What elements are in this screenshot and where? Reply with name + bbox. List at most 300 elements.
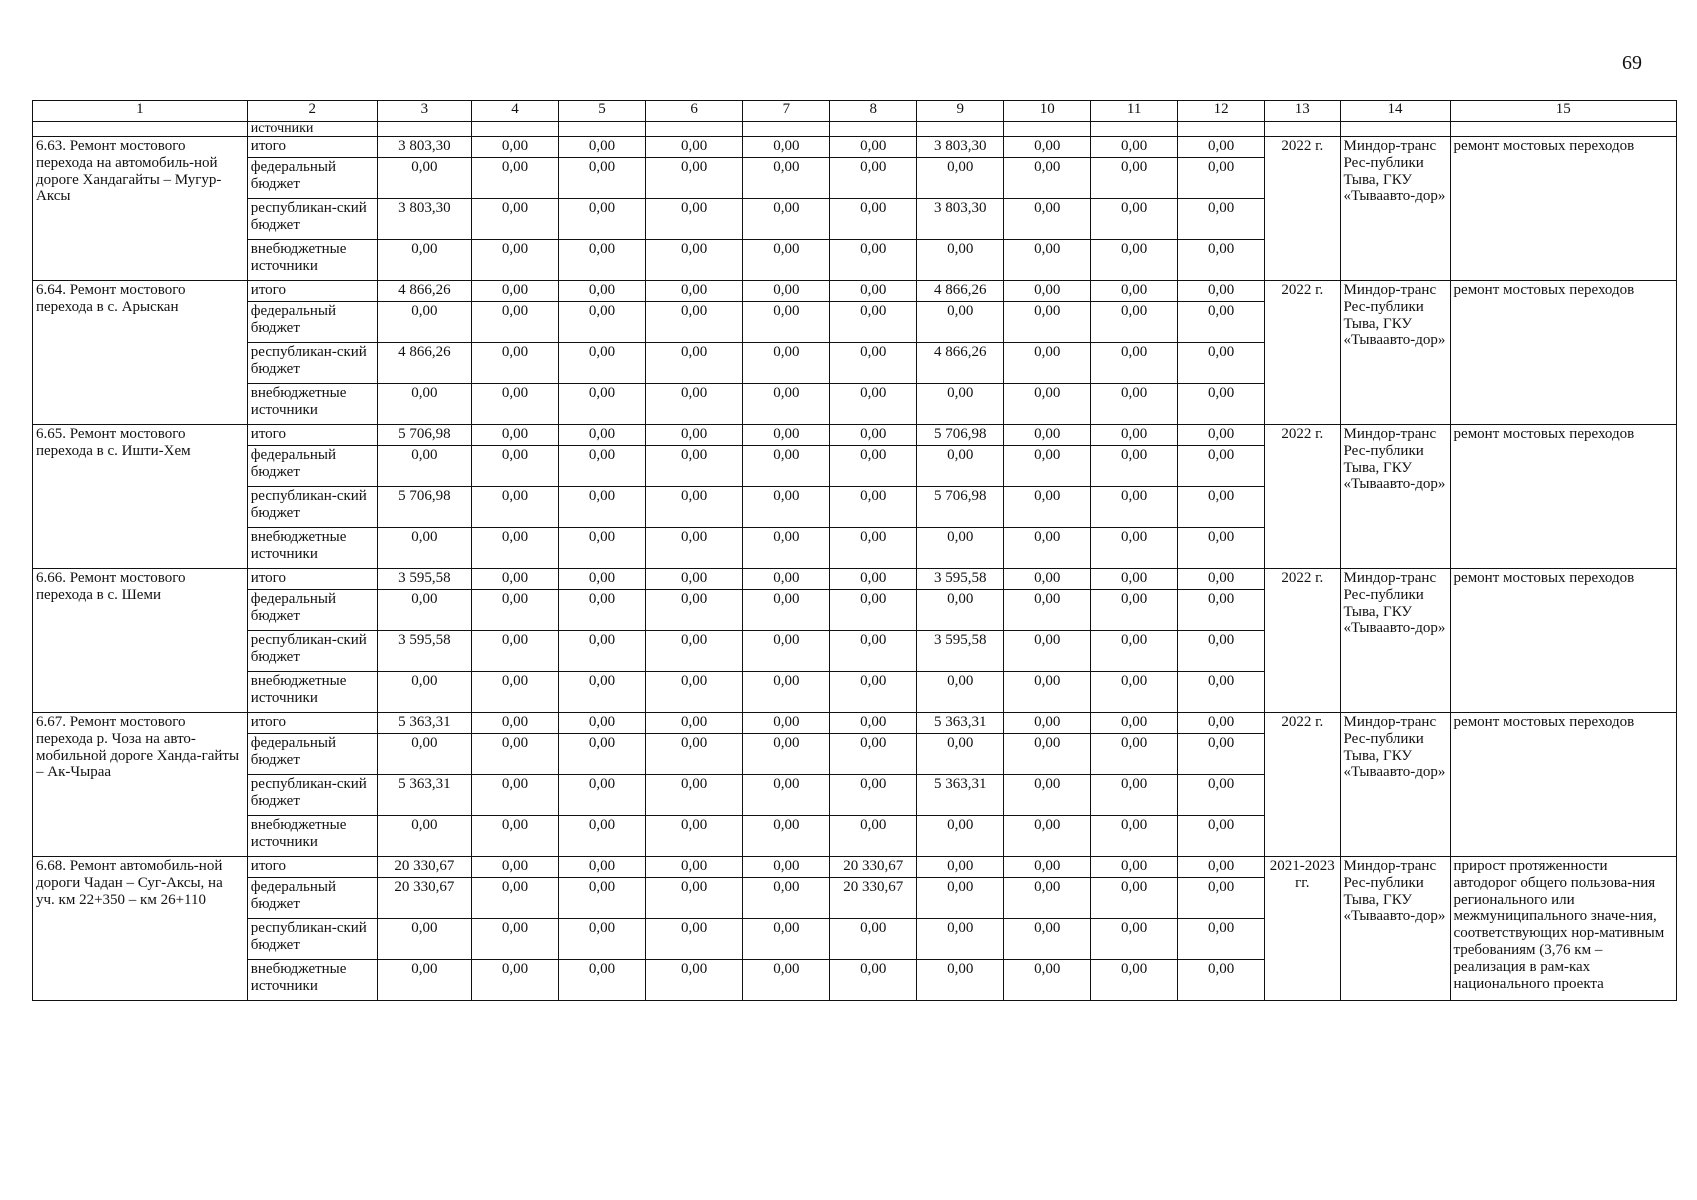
measure-name: 6.67. Ремонт мостового перехода р. Чоза на авто-мобильной дороге Ханда-гайты – Ак-Чыраа — [33, 713, 248, 857]
amount-cell: 0,00 — [917, 158, 1004, 199]
amount-cell: 0,00 — [1091, 302, 1178, 343]
funding-source-label: внебюджетные источники — [247, 384, 377, 425]
amount-cell: 0,00 — [1091, 343, 1178, 384]
amount-cell: 0,00 — [1004, 713, 1091, 734]
amount-cell: 0,00 — [830, 631, 917, 672]
amount-cell: 0,00 — [558, 878, 645, 919]
amount-cell: 5 706,98 — [377, 425, 471, 446]
amount-cell: 0,00 — [1178, 137, 1265, 158]
funding-source-label: итого — [247, 569, 377, 590]
executor-cell: Миндор-транс Рес-публики Тыва, ГКУ «Тываавто-дор» — [1340, 569, 1450, 713]
amount-cell: 0,00 — [1004, 446, 1091, 487]
measure-name: 6.63. Ремонт мостового перехода на автомобиль-ной дороге Хандагайты – Мугур-Аксы — [33, 137, 248, 281]
amount-cell: 0,00 — [1178, 631, 1265, 672]
amount-cell: 5 363,31 — [377, 775, 471, 816]
amount-cell: 0,00 — [645, 137, 742, 158]
amount-cell: 0,00 — [830, 240, 917, 281]
amount-cell: 0,00 — [1178, 672, 1265, 713]
amount-cell: 4 866,26 — [917, 281, 1004, 302]
amount-cell: 0,00 — [1091, 137, 1178, 158]
funding-source-label: федеральный бюджет — [247, 878, 377, 919]
column-header: 13 — [1265, 101, 1340, 122]
amount-cell: 0,00 — [472, 919, 559, 960]
funding-source-label: внебюджетные источники — [247, 960, 377, 1001]
amount-cell: 20 330,67 — [830, 878, 917, 919]
amount-cell: 0,00 — [1004, 960, 1091, 1001]
amount-cell: 0,00 — [917, 919, 1004, 960]
amount-cell: 0,00 — [1178, 569, 1265, 590]
amount-cell: 0,00 — [743, 672, 830, 713]
amount-cell: 0,00 — [743, 137, 830, 158]
amount-cell: 0,00 — [558, 816, 645, 857]
amount-cell: 0,00 — [1004, 343, 1091, 384]
result-cell: ремонт мостовых переходов — [1450, 569, 1676, 713]
amount-cell: 0,00 — [558, 425, 645, 446]
amount-cell: 0,00 — [558, 281, 645, 302]
amount-cell: 0,00 — [377, 960, 471, 1001]
amount-cell: 0,00 — [472, 816, 559, 857]
amount-cell: 0,00 — [558, 199, 645, 240]
amount-cell: 0,00 — [830, 425, 917, 446]
column-header: 14 — [1340, 101, 1450, 122]
amount-cell: 20 330,67 — [377, 857, 471, 878]
amount-cell: 5 363,31 — [917, 713, 1004, 734]
funding-source-label: федеральный бюджет — [247, 590, 377, 631]
amount-cell: 0,00 — [645, 302, 742, 343]
table-body — [33, 122, 1677, 1001]
column-header: 15 — [1450, 101, 1676, 122]
amount-cell: 0,00 — [743, 857, 830, 878]
amount-cell: 0,00 — [1004, 569, 1091, 590]
table-row — [33, 713, 1677, 734]
amount-cell: 0,00 — [558, 713, 645, 734]
amount-cell: 4 866,26 — [917, 343, 1004, 384]
deadline-cell: 2022 г. — [1265, 281, 1340, 425]
column-header: 10 — [1004, 101, 1091, 122]
amount-cell: 0,00 — [645, 240, 742, 281]
amount-cell: 0,00 — [645, 816, 742, 857]
amount-cell: 0,00 — [1004, 240, 1091, 281]
amount-cell: 0,00 — [645, 528, 742, 569]
amount-cell: 0,00 — [558, 137, 645, 158]
amount-cell: 0,00 — [1178, 446, 1265, 487]
amount-cell: 0,00 — [1004, 281, 1091, 302]
amount-cell: 0,00 — [1004, 425, 1091, 446]
funding-source-label: итого — [247, 425, 377, 446]
amount-cell: 0,00 — [917, 590, 1004, 631]
amount-cell: 0,00 — [558, 569, 645, 590]
amount-cell: 0,00 — [1178, 487, 1265, 528]
column-header: 2 — [247, 101, 377, 122]
funding-source-label: внебюджетные источники — [247, 816, 377, 857]
amount-cell: 0,00 — [472, 199, 559, 240]
amount-cell: 0,00 — [1178, 240, 1265, 281]
amount-cell: 0,00 — [645, 384, 742, 425]
amount-cell: 0,00 — [830, 528, 917, 569]
amount-cell: 0,00 — [558, 734, 645, 775]
amount-cell: 3 803,30 — [917, 199, 1004, 240]
deadline-cell: 2022 г. — [1265, 425, 1340, 569]
funding-source-label: республикан-ский бюджет — [247, 487, 377, 528]
amount-cell: 0,00 — [377, 240, 471, 281]
amount-cell: 0,00 — [1091, 425, 1178, 446]
amount-cell: 0,00 — [1004, 487, 1091, 528]
amount-cell: 0,00 — [377, 734, 471, 775]
executor-cell: Миндор-транс Рес-публики Тыва, ГКУ «Тываавто-дор» — [1340, 137, 1450, 281]
amount-cell: 0,00 — [645, 281, 742, 302]
funding-source-label: итого — [247, 857, 377, 878]
amount-cell: 0,00 — [1178, 199, 1265, 240]
amount-cell: 0,00 — [743, 199, 830, 240]
amount-cell: 0,00 — [743, 775, 830, 816]
amount-cell: 0,00 — [472, 384, 559, 425]
amount-cell: 0,00 — [1091, 281, 1178, 302]
amount-cell: 0,00 — [472, 631, 559, 672]
deadline-cell: 2022 г. — [1265, 137, 1340, 281]
amount-cell: 0,00 — [1004, 631, 1091, 672]
executor-cell: Миндор-транс Рес-публики Тыва, ГКУ «Тываавто-дор» — [1340, 713, 1450, 857]
amount-cell: 0,00 — [558, 528, 645, 569]
amount-cell: 0,00 — [830, 734, 917, 775]
amount-cell: 0,00 — [1178, 878, 1265, 919]
amount-cell: 0,00 — [645, 878, 742, 919]
amount-cell: 20 330,67 — [830, 857, 917, 878]
amount-cell: 0,00 — [558, 919, 645, 960]
amount-cell: 0,00 — [645, 857, 742, 878]
result-cell: ремонт мостовых переходов — [1450, 713, 1676, 857]
amount-cell: 0,00 — [645, 158, 742, 199]
amount-cell: 3 595,58 — [917, 569, 1004, 590]
amount-cell: 0,00 — [377, 302, 471, 343]
amount-cell: 0,00 — [377, 672, 471, 713]
amount-cell: 0,00 — [1091, 590, 1178, 631]
executor-cell: Миндор-транс Рес-публики Тыва, ГКУ «Тываавто-дор» — [1340, 857, 1450, 1001]
amount-cell: 0,00 — [1004, 919, 1091, 960]
amount-cell: 0,00 — [1178, 590, 1265, 631]
column-number-row — [33, 101, 1677, 122]
amount-cell: 0,00 — [743, 384, 830, 425]
amount-cell: 0,00 — [1178, 302, 1265, 343]
amount-cell: 0,00 — [743, 487, 830, 528]
amount-cell: 0,00 — [1091, 734, 1178, 775]
amount-cell: 0,00 — [917, 734, 1004, 775]
measure-name: 6.66. Ремонт мостового перехода в с. Шеми — [33, 569, 248, 713]
amount-cell: 0,00 — [917, 240, 1004, 281]
table-row — [33, 137, 1677, 158]
amount-cell: 0,00 — [1178, 734, 1265, 775]
amount-cell: 0,00 — [830, 158, 917, 199]
amount-cell: 0,00 — [1091, 240, 1178, 281]
column-header: 3 — [377, 101, 471, 122]
amount-cell: 0,00 — [1004, 384, 1091, 425]
amount-cell: 5 363,31 — [917, 775, 1004, 816]
amount-cell: 0,00 — [472, 487, 559, 528]
amount-cell: 0,00 — [743, 425, 830, 446]
amount-cell: 0,00 — [743, 446, 830, 487]
amount-cell: 0,00 — [743, 569, 830, 590]
table-row — [33, 425, 1677, 446]
amount-cell: 0,00 — [1004, 158, 1091, 199]
amount-cell: 0,00 — [830, 590, 917, 631]
amount-cell: 0,00 — [830, 919, 917, 960]
amount-cell: 0,00 — [558, 240, 645, 281]
funding-source-label: федеральный бюджет — [247, 734, 377, 775]
amount-cell: 0,00 — [558, 446, 645, 487]
column-header: 8 — [830, 101, 917, 122]
measure-name: 6.65. Ремонт мостового перехода в с. Ишти-Хем — [33, 425, 248, 569]
amount-cell: 0,00 — [917, 446, 1004, 487]
amount-cell: 0,00 — [1178, 528, 1265, 569]
amount-cell: 0,00 — [1091, 384, 1178, 425]
amount-cell: 5 706,98 — [917, 487, 1004, 528]
amount-cell: 0,00 — [472, 775, 559, 816]
amount-cell: 0,00 — [645, 734, 742, 775]
result-cell: ремонт мостовых переходов — [1450, 281, 1676, 425]
amount-cell: 0,00 — [472, 857, 559, 878]
amount-cell: 0,00 — [1178, 384, 1265, 425]
amount-cell: 0,00 — [1004, 878, 1091, 919]
column-header: 12 — [1178, 101, 1265, 122]
funding-source-label: республикан-ский бюджет — [247, 919, 377, 960]
amount-cell: 0,00 — [645, 672, 742, 713]
amount-cell: 20 330,67 — [377, 878, 471, 919]
amount-cell: 0,00 — [645, 425, 742, 446]
amount-cell: 0,00 — [558, 960, 645, 1001]
amount-cell: 0,00 — [472, 446, 559, 487]
amount-cell: 0,00 — [1004, 775, 1091, 816]
amount-cell: 0,00 — [1178, 857, 1265, 878]
amount-cell: 0,00 — [830, 343, 917, 384]
amount-cell: 0,00 — [743, 816, 830, 857]
amount-cell: 0,00 — [830, 487, 917, 528]
amount-cell: 0,00 — [1004, 857, 1091, 878]
continuation-row — [33, 122, 1677, 137]
amount-cell: 0,00 — [743, 240, 830, 281]
amount-cell: 0,00 — [743, 878, 830, 919]
column-header: 11 — [1091, 101, 1178, 122]
budget-table — [32, 100, 1677, 1001]
amount-cell: 0,00 — [1091, 816, 1178, 857]
funding-source-label: внебюджетные источники — [247, 528, 377, 569]
amount-cell: 0,00 — [830, 446, 917, 487]
amount-cell: 3 595,58 — [917, 631, 1004, 672]
amount-cell: 0,00 — [472, 878, 559, 919]
amount-cell: 0,00 — [743, 713, 830, 734]
result-cell: ремонт мостовых переходов — [1450, 137, 1676, 281]
amount-cell: 0,00 — [830, 137, 917, 158]
amount-cell: 0,00 — [558, 384, 645, 425]
amount-cell: 0,00 — [743, 631, 830, 672]
amount-cell: 0,00 — [645, 590, 742, 631]
amount-cell: 0,00 — [472, 528, 559, 569]
amount-cell: 0,00 — [472, 343, 559, 384]
amount-cell: 0,00 — [743, 960, 830, 1001]
amount-cell: 0,00 — [472, 569, 559, 590]
amount-cell: 0,00 — [1178, 775, 1265, 816]
amount-cell: 0,00 — [645, 631, 742, 672]
column-header: 9 — [917, 101, 1004, 122]
table-row — [33, 281, 1677, 302]
funding-source-label: итого — [247, 281, 377, 302]
table-row — [33, 857, 1677, 878]
amount-cell: 0,00 — [558, 672, 645, 713]
amount-cell: 0,00 — [917, 816, 1004, 857]
amount-cell: 0,00 — [1004, 199, 1091, 240]
measure-name: 6.64. Ремонт мостового перехода в с. Арыскан — [33, 281, 248, 425]
amount-cell: 0,00 — [1091, 487, 1178, 528]
amount-cell: 0,00 — [645, 569, 742, 590]
page-number: 69 — [1622, 52, 1642, 74]
amount-cell: 0,00 — [830, 199, 917, 240]
amount-cell: 0,00 — [1091, 713, 1178, 734]
amount-cell: 0,00 — [558, 487, 645, 528]
amount-cell: 0,00 — [830, 569, 917, 590]
amount-cell: 0,00 — [377, 590, 471, 631]
amount-cell: 0,00 — [645, 446, 742, 487]
deadline-cell: 2022 г. — [1265, 569, 1340, 713]
amount-cell: 0,00 — [472, 590, 559, 631]
amount-cell: 0,00 — [558, 158, 645, 199]
amount-cell: 0,00 — [1091, 631, 1178, 672]
amount-cell: 0,00 — [377, 528, 471, 569]
amount-cell: 0,00 — [377, 158, 471, 199]
amount-cell: 0,00 — [377, 384, 471, 425]
amount-cell: 0,00 — [743, 158, 830, 199]
executor-cell: Миндор-транс Рес-публики Тыва, ГКУ «Тываавто-дор» — [1340, 425, 1450, 569]
amount-cell: 0,00 — [743, 919, 830, 960]
amount-cell: 0,00 — [917, 528, 1004, 569]
amount-cell: 0,00 — [743, 734, 830, 775]
amount-cell: 0,00 — [1091, 878, 1178, 919]
amount-cell: 0,00 — [645, 199, 742, 240]
table-row — [33, 569, 1677, 590]
measure-name: 6.68. Ремонт автомобиль-ной дороги Чадан – Суг-Аксы, на уч. км 22+350 – км 26+110 — [33, 857, 248, 1001]
amount-cell: 0,00 — [743, 528, 830, 569]
amount-cell: 0,00 — [558, 631, 645, 672]
column-header: 4 — [472, 101, 559, 122]
funding-source-label: республикан-ский бюджет — [247, 199, 377, 240]
amount-cell: 0,00 — [472, 425, 559, 446]
funding-source-label: внебюджетные источники — [247, 240, 377, 281]
funding-source-label: республикан-ский бюджет — [247, 775, 377, 816]
amount-cell: 0,00 — [1091, 775, 1178, 816]
amount-cell: 0,00 — [917, 960, 1004, 1001]
amount-cell: 0,00 — [1091, 446, 1178, 487]
amount-cell: 0,00 — [377, 816, 471, 857]
amount-cell: 0,00 — [645, 919, 742, 960]
amount-cell: 0,00 — [743, 590, 830, 631]
amount-cell: 0,00 — [377, 446, 471, 487]
funding-source-label: республикан-ский бюджет — [247, 631, 377, 672]
amount-cell: 0,00 — [830, 302, 917, 343]
amount-cell: 0,00 — [1091, 857, 1178, 878]
amount-cell: 0,00 — [472, 302, 559, 343]
amount-cell: 4 866,26 — [377, 343, 471, 384]
amount-cell: 0,00 — [472, 158, 559, 199]
amount-cell: 0,00 — [472, 240, 559, 281]
amount-cell: 5 706,98 — [377, 487, 471, 528]
amount-cell: 0,00 — [1004, 734, 1091, 775]
amount-cell: 0,00 — [1178, 425, 1265, 446]
result-cell: прирост протяженности автодорог общего пользова-ния регионального или межмуниципального значе-ния, соответствующих нор-мативным требованиям (3,76 км – реализация в рам-ках национального проекта — [1450, 857, 1676, 1001]
column-header: 1 — [33, 101, 248, 122]
amount-cell: 0,00 — [645, 487, 742, 528]
amount-cell: 0,00 — [645, 713, 742, 734]
amount-cell: 0,00 — [1178, 343, 1265, 384]
amount-cell: 0,00 — [917, 857, 1004, 878]
amount-cell: 3 595,58 — [377, 631, 471, 672]
amount-cell: 0,00 — [1091, 960, 1178, 1001]
amount-cell: 0,00 — [1004, 590, 1091, 631]
executor-cell: Миндор-транс Рес-публики Тыва, ГКУ «Тываавто-дор» — [1340, 281, 1450, 425]
amount-cell: 0,00 — [558, 857, 645, 878]
amount-cell: 0,00 — [830, 384, 917, 425]
funding-source-label: внебюджетные источники — [247, 672, 377, 713]
amount-cell: 0,00 — [1178, 158, 1265, 199]
amount-cell: 0,00 — [472, 713, 559, 734]
amount-cell: 0,00 — [645, 960, 742, 1001]
amount-cell: 0,00 — [1091, 672, 1178, 713]
amount-cell: 0,00 — [1178, 281, 1265, 302]
amount-cell: 0,00 — [917, 384, 1004, 425]
column-header: 6 — [645, 101, 742, 122]
amount-cell: 0,00 — [1004, 528, 1091, 569]
amount-cell: 0,00 — [558, 302, 645, 343]
amount-cell: 0,00 — [830, 281, 917, 302]
funding-source-label: федеральный бюджет — [247, 158, 377, 199]
deadline-cell: 2021-2023 гг. — [1265, 857, 1340, 1001]
funding-source-label: итого — [247, 713, 377, 734]
amount-cell: 0,00 — [377, 919, 471, 960]
amount-cell: 0,00 — [1091, 919, 1178, 960]
amount-cell: 0,00 — [1004, 137, 1091, 158]
column-header: 5 — [558, 101, 645, 122]
continuation-label: источники — [247, 122, 377, 137]
amount-cell: 5 363,31 — [377, 713, 471, 734]
amount-cell: 3 803,30 — [917, 137, 1004, 158]
amount-cell: 0,00 — [1004, 816, 1091, 857]
amount-cell: 0,00 — [1004, 302, 1091, 343]
amount-cell: 0,00 — [558, 343, 645, 384]
amount-cell: 0,00 — [917, 302, 1004, 343]
deadline-cell: 2022 г. — [1265, 713, 1340, 857]
amount-cell: 0,00 — [558, 590, 645, 631]
amount-cell: 0,00 — [1091, 569, 1178, 590]
amount-cell: 0,00 — [1178, 960, 1265, 1001]
amount-cell: 0,00 — [1091, 158, 1178, 199]
amount-cell: 0,00 — [830, 672, 917, 713]
amount-cell: 0,00 — [472, 281, 559, 302]
amount-cell: 0,00 — [558, 775, 645, 816]
amount-cell: 0,00 — [1091, 528, 1178, 569]
amount-cell: 0,00 — [1178, 713, 1265, 734]
amount-cell: 0,00 — [1091, 199, 1178, 240]
amount-cell: 0,00 — [743, 281, 830, 302]
amount-cell: 0,00 — [645, 343, 742, 384]
amount-cell: 0,00 — [1004, 672, 1091, 713]
amount-cell: 0,00 — [830, 960, 917, 1001]
amount-cell: 0,00 — [830, 816, 917, 857]
amount-cell: 0,00 — [472, 672, 559, 713]
funding-source-label: итого — [247, 137, 377, 158]
amount-cell: 3 803,30 — [377, 199, 471, 240]
amount-cell: 0,00 — [830, 775, 917, 816]
amount-cell: 0,00 — [1178, 816, 1265, 857]
column-header: 7 — [743, 101, 830, 122]
result-cell: ремонт мостовых переходов — [1450, 425, 1676, 569]
amount-cell: 0,00 — [743, 343, 830, 384]
amount-cell: 0,00 — [743, 302, 830, 343]
